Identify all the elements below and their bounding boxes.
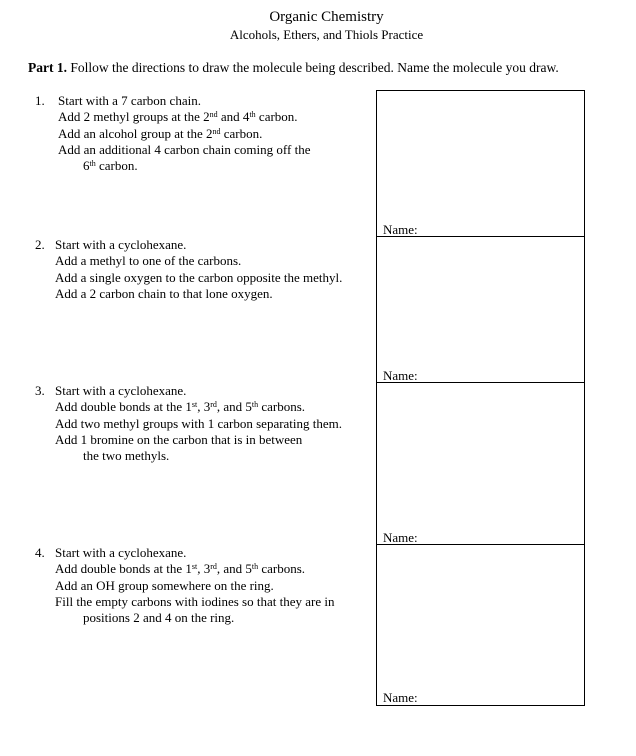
instruction-line [55,432,302,448]
instruction-text: carbon. [220,125,263,141]
instruction-text: Add 2 methyl groups at the 2 [58,109,210,125]
name-label: Name: [383,690,418,705]
question-number: 1. [35,93,45,108]
instruction-line [55,383,186,399]
instruction-text: carbons. [258,561,306,577]
instruction-line [83,448,169,464]
instruction-line [55,561,305,577]
instruction-text: Add an OH group somewhere on the ring. [55,577,274,593]
answer-box-1[interactable] [376,90,585,237]
instruction-text: , 3 [197,399,211,415]
part-instructions-text: Follow the directions to draw the molecule being described. Name the molecule you draw. [70,60,559,75]
ordinal-suffix: st [191,562,198,572]
instruction-text: carbon. [95,158,138,174]
name-label: Name: [383,222,418,237]
instruction-text: , and 5 [216,561,252,577]
answer-box-4[interactable] [376,544,585,706]
instruction-text: Add a 2 carbon chain to that lone oxygen. [55,285,273,301]
ordinal-suffix: rd [210,562,217,572]
ordinal-suffix: th [251,400,259,410]
part-label: Part 1. [28,60,67,75]
instruction-text: and 4 [217,109,250,125]
instruction-line [83,610,234,626]
instruction-text: the two methyls. [83,448,170,464]
instruction-text: Add a methyl to one of the carbons. [55,253,242,269]
instruction-line [58,126,262,142]
instruction-line [58,142,310,158]
name-label: Name: [383,530,418,545]
instruction-text: Add two methyl groups with 1 carbon separating them. [55,415,343,431]
instruction-text: 6 [83,158,90,174]
instruction-text: positions 2 and 4 on the ring. [83,610,235,626]
instruction-text: Start with a cyclohexane. [55,237,187,252]
ordinal-suffix: nd [212,126,221,136]
instruction-text: carbon. [255,109,298,125]
question-number: 2. [35,237,45,252]
instruction-text: Add a single oxygen to the carbon opposite the methyl. [55,269,343,285]
instruction-text: Add 1 bromine on the carbon that is in between [55,431,303,447]
instruction-text: Add double bonds at the 1 [55,561,192,577]
instruction-line [83,158,138,174]
instruction-line [55,286,273,302]
instruction-text: Start with a cyclohexane. [55,383,187,398]
instruction-text: Add an additional 4 carbon chain coming off the [58,141,311,157]
instruction-text: carbons. [258,399,306,415]
question-number: 4. [35,545,45,560]
instruction-line [58,109,298,125]
instruction-line [55,253,241,269]
instruction-line [55,399,305,415]
instruction-text: , and 5 [216,399,252,415]
instruction-text: Start with a 7 carbon chain. [58,93,201,108]
instruction-text: Add an alcohol group at the 2 [58,125,213,141]
page-title: Organic Chemistry [269,9,384,25]
ordinal-suffix: th [89,159,96,169]
instruction-text: , 3 [197,561,211,577]
page-subtitle: Alcohols, Ethers, and Thiols Practice [229,27,424,42]
instruction-line [55,237,186,253]
part-instructions [28,60,559,76]
ordinal-suffix: st [191,400,198,410]
ordinal-suffix: nd [209,110,218,120]
question-number: 3. [35,383,45,398]
instruction-line [55,545,186,561]
name-label: Name: [383,368,418,383]
instruction-text: Start with a cyclohexane. [55,545,187,560]
ordinal-suffix: th [249,110,256,120]
instruction-line [55,416,342,432]
instruction-line [55,578,274,594]
instruction-line [58,93,201,109]
instruction-text: Fill the empty carbons with iodines so that they are in [55,593,335,609]
answer-box-2[interactable] [376,236,585,383]
ordinal-suffix: th [251,562,259,572]
instruction-line [55,270,342,286]
ordinal-suffix: rd [210,400,217,410]
instruction-text: Add double bonds at the 1 [55,399,192,415]
answer-box-3[interactable] [376,382,585,545]
instruction-line [55,594,334,610]
